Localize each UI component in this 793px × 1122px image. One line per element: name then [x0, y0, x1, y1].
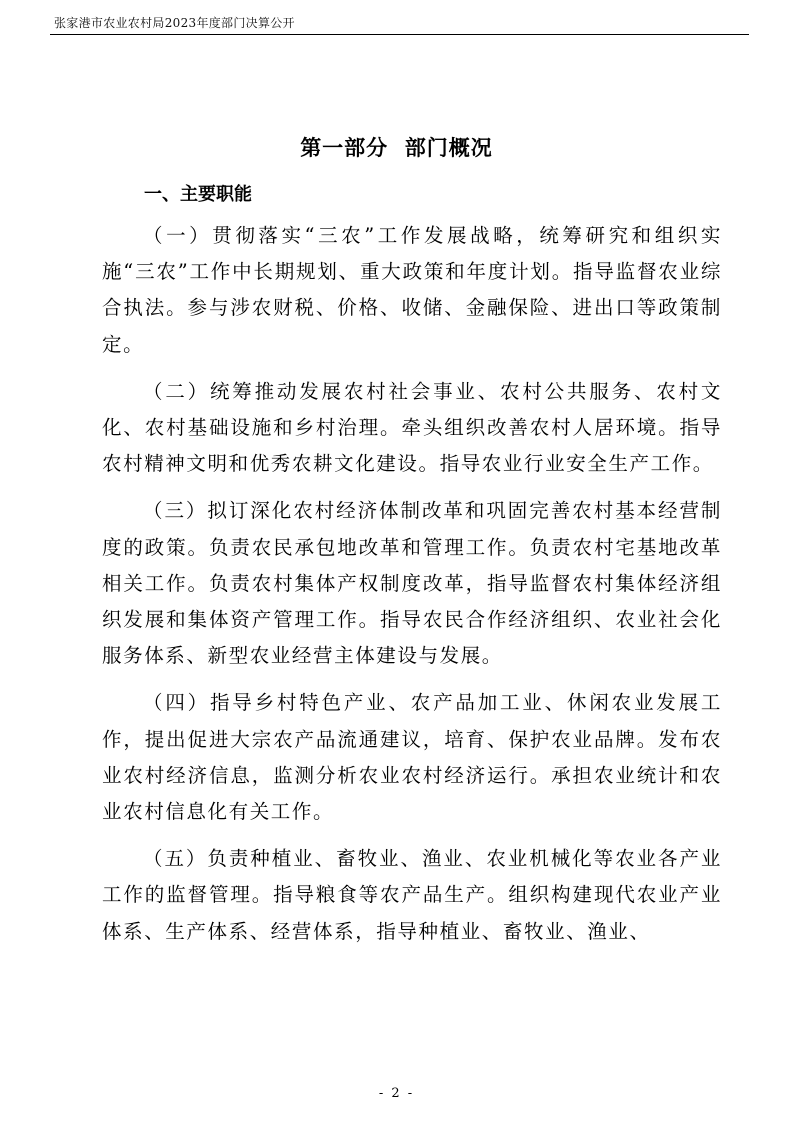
page-number: - 2 - [378, 1086, 415, 1101]
body-text [102, 218, 722, 961]
paragraph-4: （四）指导乡村特色产业、农产品加工业、休闲农业发展工作，提出促进大宗农产品流通建议，培育、保护农业品牌。发布农业农村经济信息，监测分析农业农村经济运行。承担农业统计和农业农村信息化有关工作。 [102, 691, 722, 824]
paragraph-3: （三）拟订深化农村经济体制改革和巩固完善农村基本经营制度的政策。负责农民承包地改革和管理工作。负责农村宅基地改革相关工作。负责农村集体产权制度改革，指导监督农村集体经济组织发展和集体资产管理工作。指导农民合作经济组织、农业社会化服务体系、新型农业经营主体建设与发展。 [102, 499, 722, 668]
paragraph-1: （一）贯彻落实“三农”工作发展战略，统筹研究和组织实施“三农”工作中长期规划、重大政策和年度计划。指导监督农业综合执法。参与涉农财税、价格、收储、金融保险、进出口等政策制定。 [102, 224, 722, 356]
paragraph-5: （五）负责种植业、畜牧业、渔业、农业机械化等农业各产业工作的监督管理。指导粮食等农产品生产。组织构建现代农业产业体系、生产体系、经营体系，指导种植业、畜牧业、渔业、 [102, 847, 722, 943]
running-header: 张家港市农业农村局2023年度部门决算公开 [54, 16, 295, 30]
header-rule [50, 34, 749, 35]
section-heading: 一、主要职能 [144, 184, 252, 205]
paragraph-2: （二）统筹推动发展农村社会事业、农村公共服务、农村文化、农村基础设施和乡村治理。牵头组织改善农村人居环境。指导农村精神文明和优秀农耕文化建设。指导农业行业安全生产工作。 [102, 379, 722, 476]
page-title: 第一部分 部门概况 [300, 136, 493, 160]
